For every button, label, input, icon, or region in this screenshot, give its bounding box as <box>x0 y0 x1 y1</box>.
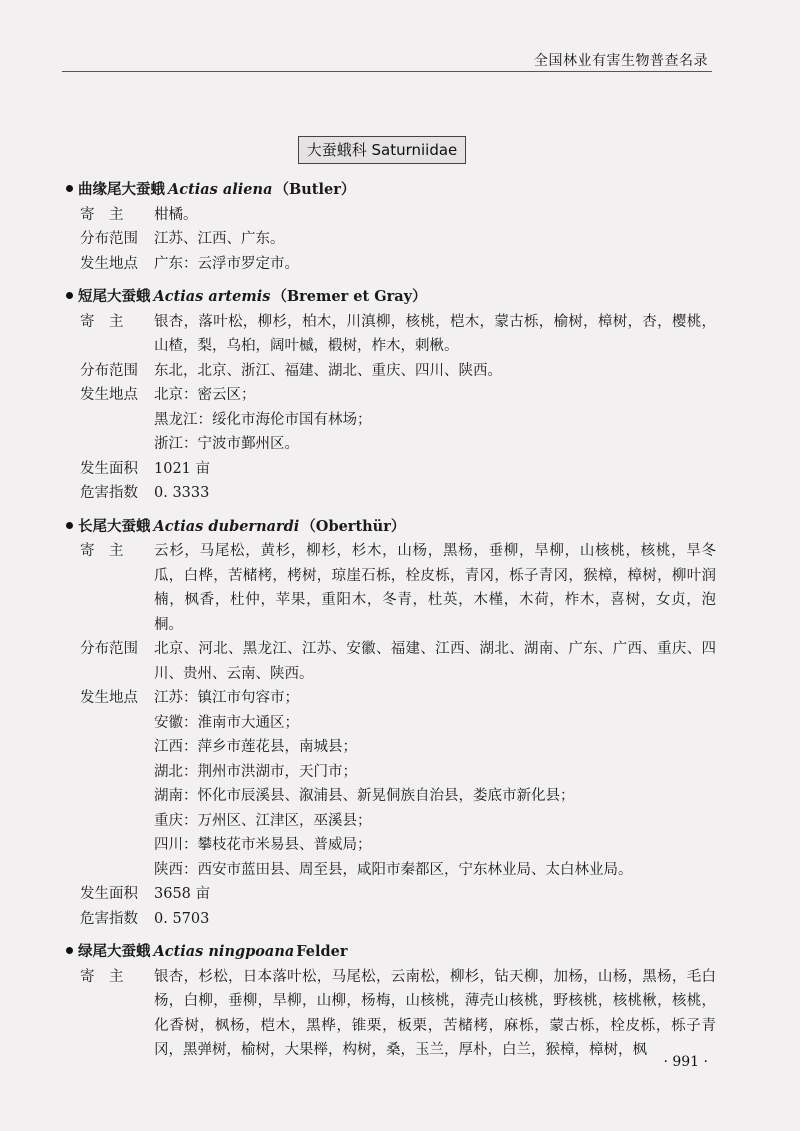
host-label: 寄 主 <box>80 543 124 559</box>
species-entry <box>66 178 716 276</box>
species-title <box>66 940 716 965</box>
index-label: 危害指数 <box>80 910 138 927</box>
host-value: 银杏，落叶松，柳杉，柏木，川滇柳，核桃，桤木，蒙古栎，榆树，樟树，杏，樱桃，山楂，梨，乌桕，阔叶槭，椴树，柞木，刺楸。 <box>154 313 716 354</box>
host-value: 云杉，马尾松，黄杉，柳杉，杉木，山杨，黑杨，垂柳，旱柳，山核桃，核桃，旱冬瓜，白桦，苦槠栲，栲树，琼崖石栎，栓皮栎，青冈，栎子青冈，猴樟，樟树，柳叶润楠，枫香，杜仲，苹果，重阳木，冬青，杜英，木槿，木荷，柞木，喜树，女贞，泡桐。 <box>154 543 716 633</box>
site-label: 发生地点 <box>80 690 138 706</box>
site-value <box>154 383 716 457</box>
site-line: 陕西：西安市蓝田县、周至县，咸阳市秦都区，宁东林业局、太白林业局。 <box>154 861 633 878</box>
site-line: 黑龙江：绥化市海伦市国有林场； <box>154 411 372 428</box>
header-rule <box>62 71 712 72</box>
host-label: 寄 主 <box>80 313 124 330</box>
host-label: 寄 主 <box>80 968 124 985</box>
host-value: 银杏，杉松，日本落叶松，马尾松，云南松，柳杉，钻天柳，加杨，山杨，黑杨，毛白杨，白柳，垂柳，旱柳，山柳，杨梅，山核桃，薄壳山核桃，野核桃，核桃楸，核桃，化香树，枫杨，桤木，黑桦，锥栗，板栗，苦槠栲，麻栎，蒙古栎，栓皮栎，栎子青冈，黑弹树，榆树，大果榉，构树，桑，玉兰，厚朴，白兰，猴樟，樟树，枫 <box>154 968 716 1058</box>
site-value <box>154 252 716 277</box>
host-value: 柑橘。 <box>154 206 198 223</box>
family-heading: 大蚕蛾科 Saturniidae <box>298 136 466 164</box>
site-line: 北京：密云区； <box>154 387 256 403</box>
range-label: 分布范围 <box>80 231 138 247</box>
bullet-icon <box>66 522 73 529</box>
host-label: 寄 主 <box>80 206 124 223</box>
range-label: 分布范围 <box>80 641 138 657</box>
host-row <box>66 965 716 1063</box>
site-line: 广东：云浮市罗定市。 <box>154 255 299 272</box>
host-row <box>66 539 716 637</box>
host-row <box>66 203 716 228</box>
index-value: 0. 5703 <box>154 910 210 927</box>
site-row <box>66 383 716 457</box>
site-label: 发生地点 <box>80 387 138 403</box>
range-value: 东北，北京、浙江、福建、湖北、重庆、四川、陕西。 <box>154 362 502 379</box>
site-row <box>66 252 716 277</box>
species-author: （Oberthür） <box>301 517 406 535</box>
area-value: 1021 亩 <box>154 460 211 477</box>
species-author: Felder <box>296 943 348 960</box>
bullet-icon <box>66 292 73 299</box>
species-author: （Butler） <box>274 181 356 198</box>
bullet-icon <box>66 185 73 192</box>
site-line: 安徽：淮南市大通区； <box>154 714 299 731</box>
header-title: 全国林业有害生物普查名录 <box>534 53 708 69</box>
range-label: 分布范围 <box>80 362 138 379</box>
range-row <box>66 227 716 252</box>
species-entry <box>66 940 716 1063</box>
species-entry <box>66 515 716 932</box>
index-row <box>66 907 716 932</box>
species-author: （Bremer et Gray） <box>272 288 427 305</box>
area-row <box>66 457 716 482</box>
site-line: 浙江：宁波市鄞州区。 <box>154 436 299 452</box>
index-value: 0. 3333 <box>154 485 210 501</box>
species-latin-name: Actias aliena <box>168 181 273 198</box>
index-row <box>66 481 716 506</box>
site-line: 湖北：荆州市洪湖市，天门市； <box>154 763 357 780</box>
running-header <box>0 0 800 72</box>
species-title <box>66 515 716 540</box>
species-latin-name: Actias dubernardi <box>153 517 300 535</box>
range-row <box>66 637 716 686</box>
range-row <box>66 359 716 384</box>
site-line: 重庆：万州区、江津区，巫溪县； <box>154 812 372 829</box>
index-label: 危害指数 <box>80 485 138 501</box>
species-cn-name: 长尾大蚕蛾 <box>78 517 151 535</box>
bullet-icon <box>66 947 73 954</box>
area-label: 发生面积 <box>80 460 138 477</box>
species-cn-name: 曲缘尾大蚕蛾 <box>78 181 165 198</box>
species-title <box>66 178 716 203</box>
area-label: 发生面积 <box>80 886 138 902</box>
site-line: 四川：攀枝花市米易县、普威局； <box>154 837 372 853</box>
species-latin-name: Actias artemis <box>153 288 271 305</box>
species-title <box>66 285 716 310</box>
range-value: 江苏、江西、广东。 <box>154 231 285 247</box>
site-line: 江苏：镇江市句容市； <box>154 690 299 706</box>
area-value: 3658 亩 <box>154 886 211 902</box>
site-line: 江西：萍乡市莲花县，南城县； <box>154 739 357 755</box>
page-number: · 991 · <box>663 1054 708 1070</box>
host-row <box>66 310 716 359</box>
site-row <box>66 686 716 882</box>
site-value <box>154 686 716 882</box>
species-entry <box>66 285 716 506</box>
species-latin-name: Actias ningpoana <box>153 943 295 960</box>
species-cn-name: 绿尾大蚕蛾 <box>78 943 151 960</box>
species-cn-name: 短尾大蚕蛾 <box>78 288 151 305</box>
site-label: 发生地点 <box>80 255 138 272</box>
site-line: 湖南：怀化市辰溪县、溆浦县、新晃侗族自治县，娄底市新化县； <box>154 788 575 804</box>
species-list <box>66 178 716 1063</box>
range-value: 北京、河北、黑龙江、江苏、安徽、福建、江西、湖北、湖南、广东、广西、重庆、四川、贵州、云南、陕西。 <box>154 641 716 682</box>
area-row <box>66 882 716 907</box>
